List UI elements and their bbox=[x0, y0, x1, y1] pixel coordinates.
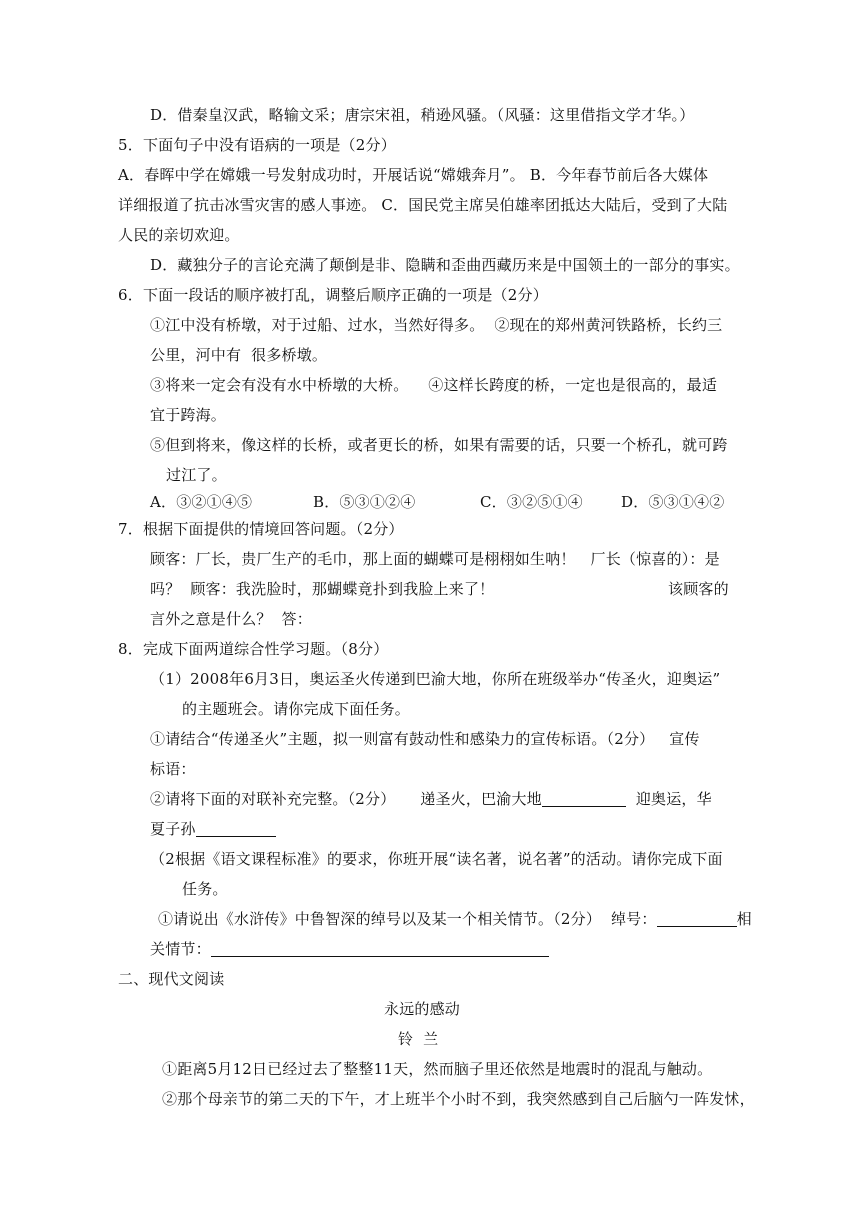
q6-sentence-5-line1: ⑤但到将来，像这样的长桥，或者更长的桥，如果有需要的话，只要一个桥孔，就可跨 bbox=[150, 436, 728, 454]
q8-part1-task1-line1: ①请结合“传递圣火”主题，拟一则富有鼓动性和感染力的宣传标语。（2分） 宣传 bbox=[150, 730, 700, 748]
article-paragraph-1: ①距离5月12日已经过去了整整11天，然而脑子里还依然是地震时的混乱与触动。 bbox=[162, 1060, 713, 1078]
section-heading: 二、现代文阅读 bbox=[118, 970, 225, 988]
q6-option-d: D．⑤③①④② bbox=[621, 493, 725, 511]
q4-option-d: D．借秦皇汉武，略输文采；唐宗宋祖，稍逊风骚。（风骚：这里借指文学才华。） bbox=[150, 106, 695, 124]
q8-part2-line2: 任务。 bbox=[182, 880, 228, 898]
q8-part1-line1: （1）2008年6月3日，奥运圣火传递到巴渝大地，你所在班级举办“传圣火，迎奥运” bbox=[150, 670, 721, 688]
article-author: 铃 兰 bbox=[398, 1030, 439, 1048]
q8-part2-task1-line1 bbox=[158, 909, 752, 929]
q8-part1-task1-line2: 标语： bbox=[150, 760, 196, 778]
nickname-prompt: ①请说出《水浒传》中鲁智深的绰号以及某一个相关情节。（2分） 绰号： bbox=[158, 910, 657, 928]
q8-part1-line2: 的主题班会。请你完成下面任务。 bbox=[182, 700, 411, 718]
q6-stem: 6．下面一段话的顺序被打乱，调整后顺序正确的一项是（2分） bbox=[118, 286, 548, 304]
q8-part1-task2-line1 bbox=[150, 789, 712, 809]
q5-stem: 5．下面句子中没有语病的一项是（2分） bbox=[118, 136, 396, 154]
q6-option-a: A．③②①④⑤ bbox=[150, 493, 253, 511]
couplet-second-line: 迎奥运，华 bbox=[625, 790, 712, 808]
q6-sentences-1-2-line1: ①江中没有桥墩，对于过船、过水，当然好得多。 ②现在的郑州黄河铁路桥，长约三 bbox=[150, 316, 723, 334]
article-title: 永远的感动 bbox=[384, 1000, 461, 1018]
q5-line3: 人民的亲切欢迎。 bbox=[118, 226, 240, 244]
couplet-blank-2[interactable] bbox=[196, 821, 276, 837]
nickname-line-end: 相 bbox=[736, 910, 752, 928]
q7-dialogue-line2: 吗？ 顾客：我洗脸时，那蝴蝶竟扑到我脸上来了！ bbox=[150, 580, 495, 598]
q7-question: 言外之意是什么？ 答： bbox=[150, 610, 312, 628]
plot-blank[interactable] bbox=[211, 941, 549, 957]
couplet-second-line-end: 夏子孙 bbox=[150, 820, 196, 838]
q6-sentences-3-4-line2: 宜于跨海。 bbox=[150, 406, 227, 424]
q8-part2-line1: （2根据《语文课程标准》的要求，你班开展“读名著，说名著”的活动。请你完成下面 bbox=[150, 850, 723, 868]
q7-dialogue-line2-end: 该顾客的 bbox=[668, 580, 729, 598]
q5-line2: 详细报道了抗击冰雪灾害的感人事迹。 C．国民党主席吴伯雄率团抵达大陆后，受到了大陆 bbox=[118, 196, 728, 214]
q5-line1: A．春晖中学在嫦娥一号发射成功时，开展话说“嫦娥奔月”。 B．今年春节前后各大媒体 bbox=[118, 166, 709, 184]
q6-sentence-5-line2: 过江了。 bbox=[166, 466, 227, 484]
q6-sentences-1-2-line2: 公里，河中有 很多桥墩。 bbox=[150, 346, 328, 364]
q8-stem: 8．完成下面两道综合性学习题。（8分） bbox=[118, 640, 389, 658]
q6-sentences-3-4-line1: ③将来一定会有没有水中桥墩的大桥。 ④这样长跨度的桥，一定也是很高的，最适 bbox=[150, 376, 718, 394]
q6-option-b: B．⑤③①②④ bbox=[313, 493, 416, 511]
q5-option-d: D．藏独分子的言论充满了颠倒是非、隐瞒和歪曲西藏历来是中国领土的一部分的事实。 bbox=[150, 256, 740, 274]
nickname-blank[interactable] bbox=[657, 911, 737, 927]
plot-prompt: 关情节： bbox=[150, 940, 211, 958]
q8-part2-task1-line2 bbox=[150, 939, 549, 959]
q7-stem: 7．根据下面提供的情境回答问题。（2分） bbox=[118, 520, 404, 538]
couplet-blank-1[interactable] bbox=[542, 791, 626, 807]
q7-dialogue-line1: 顾客：厂长，贵厂生产的毛巾，那上面的蝴蝶可是栩栩如生呐！ 厂长（惊喜的）：是 bbox=[150, 550, 720, 568]
q8-part1-task2-line2 bbox=[150, 819, 276, 839]
couplet-prompt: ②请将下面的对联补充完整。（2分） 递圣火，巴渝大地 bbox=[150, 790, 542, 808]
q6-option-c: C．③②⑤①④ bbox=[480, 493, 583, 511]
article-paragraph-2: ②那个母亲节的第二天的下午，才上班半个小时不到，我突然感到自己后脑勺一阵发怵， bbox=[162, 1090, 755, 1108]
